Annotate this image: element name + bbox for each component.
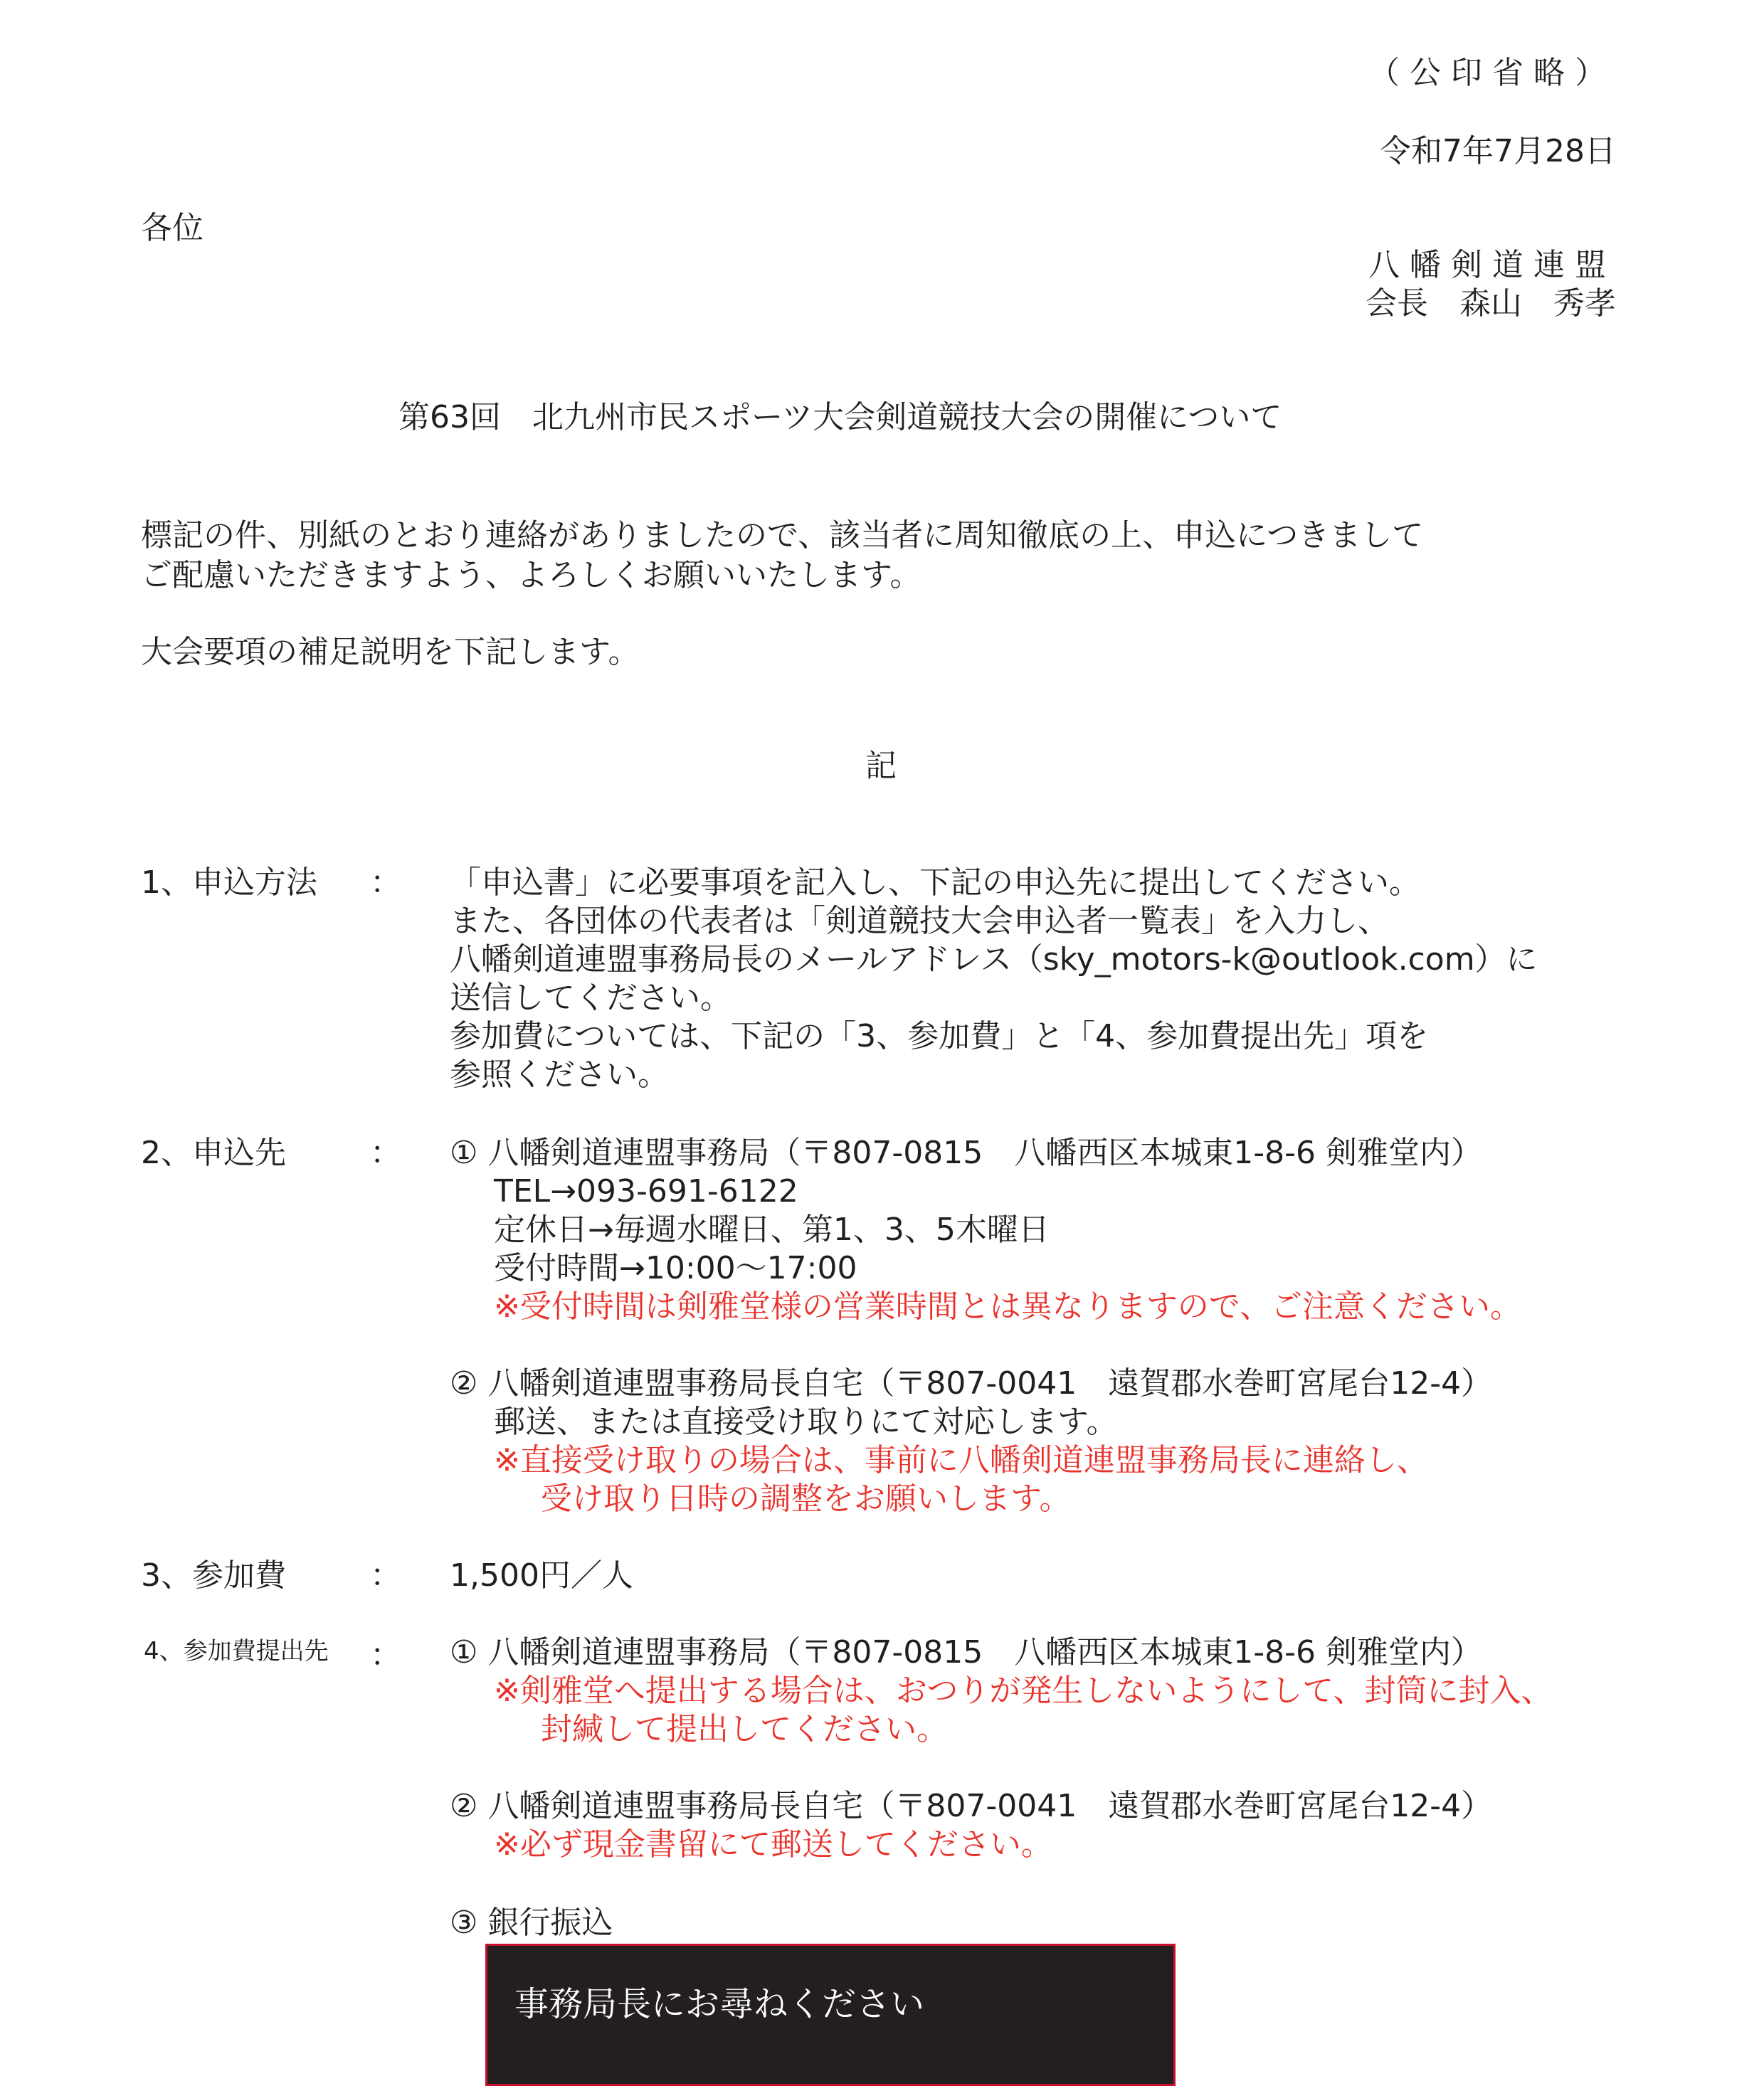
section-4-item-1-note-2: 封緘して提出してください。 xyxy=(541,1711,948,1747)
section-2-item-2-note-2: 受け取り日時の調整をお願いします。 xyxy=(541,1481,1071,1517)
section-2-item-2-title: ② 八幡剣道連盟事務局長自宅（〒807-0041 遠賀郡水巻町宮尾台12-4） xyxy=(450,1365,1493,1402)
section-4-item-3-title: ③ 銀行振込 xyxy=(450,1905,613,1941)
section-1-line-3: 八幡剣道連盟事務局長のメールアドレス（sky_motors-k@outlook.com）に xyxy=(450,941,1538,978)
section-3-label: 3、参加費 xyxy=(141,1557,286,1594)
addressee: 各位 xyxy=(141,210,204,246)
sender-organization: 八幡剣道連盟 xyxy=(1368,247,1616,283)
section-2-item-1-hours: 受付時間→10:00～17:00 xyxy=(494,1250,857,1286)
section-4-item-1-note-1: ※剣雅堂へ提出する場合は、おつりが発生しないようにして、封筒に封入、 xyxy=(494,1673,1553,1709)
section-1-label: 1、申込方法 xyxy=(141,864,317,901)
section-1-line-5: 参加費については、下記の「3、参加費」と「4、参加費提出先」項を xyxy=(450,1018,1429,1054)
document-title: 第63回 北九州市民スポーツ大会剣道競技大会の開催について xyxy=(398,399,1282,435)
section-4-label: 4、参加費提出先 xyxy=(144,1637,329,1666)
section-4-item-1-title: ① 八幡剣道連盟事務局（〒807-0815 八幡西区本城東1-8-6 剣雅堂内） xyxy=(450,1634,1482,1671)
section-2-item-1-holiday: 定休日→毎週水曜日、第1、3、5木曜日 xyxy=(494,1212,1050,1248)
section-2-item-1-title: ① 八幡剣道連盟事務局（〒807-0815 八幡西区本城東1-8-6 剣雅堂内） xyxy=(450,1135,1482,1171)
intro-line-1: 標記の件、別紙のとおり連絡がありましたので、該当者に周知徹底の上、申込につきまして xyxy=(141,517,1424,554)
document-date: 令和7年7月28日 xyxy=(1380,133,1616,169)
intro-line-3: 大会要項の補足説明を下記します。 xyxy=(141,634,640,670)
section-1-line-4: 送信してください。 xyxy=(450,980,732,1016)
section-2-item-1-tel: TEL→093-691-6122 xyxy=(494,1173,798,1209)
section-2-item-2-line: 郵送、または直接受け取りにて対応します。 xyxy=(494,1404,1118,1440)
section-1-colon: ： xyxy=(370,864,401,901)
section-2-colon: ： xyxy=(370,1135,401,1171)
section-1-line-6: 参照ください。 xyxy=(450,1057,669,1093)
section-4-item-2-note: ※必ず現金書留にて郵送してください。 xyxy=(494,1826,1052,1863)
section-2-label: 2、申込先 xyxy=(141,1135,286,1171)
bank-transfer-info-text: 事務局長にお尋ねください xyxy=(514,1984,925,2024)
intro-line-2: ご配慮いただきますよう、よろしくお願いいたします。 xyxy=(141,557,921,593)
section-4-colon: ： xyxy=(370,1637,401,1673)
sender-person: 会長 森山 秀孝 xyxy=(1366,285,1616,322)
seal-omitted-note: （公印省略） xyxy=(1368,55,1616,91)
ki-marker: 記 xyxy=(865,748,897,784)
bank-transfer-info-box xyxy=(485,1944,1176,2086)
section-4-item-2-title: ② 八幡剣道連盟事務局長自宅（〒807-0041 遠賀郡水巻町宮尾台12-4） xyxy=(450,1788,1493,1824)
section-1-line-2: また、各団体の代表者は「剣道競技大会申込者一覧表」を入力し、 xyxy=(450,903,1389,939)
section-3-colon: ： xyxy=(370,1557,401,1594)
section-1-line-1: 「申込書」に必要事項を記入し、下記の申込先に提出してください。 xyxy=(450,864,1420,901)
participation-fee-value: 1,500円／人 xyxy=(450,1557,633,1594)
section-2-item-2-note-1: ※直接受け取りの場合は、事前に八幡剣道連盟事務局長に連絡し、 xyxy=(494,1442,1428,1478)
section-2-item-1-note: ※受付時間は剣雅堂様の営業時間とは異なりますので、ご注意ください。 xyxy=(494,1288,1521,1325)
